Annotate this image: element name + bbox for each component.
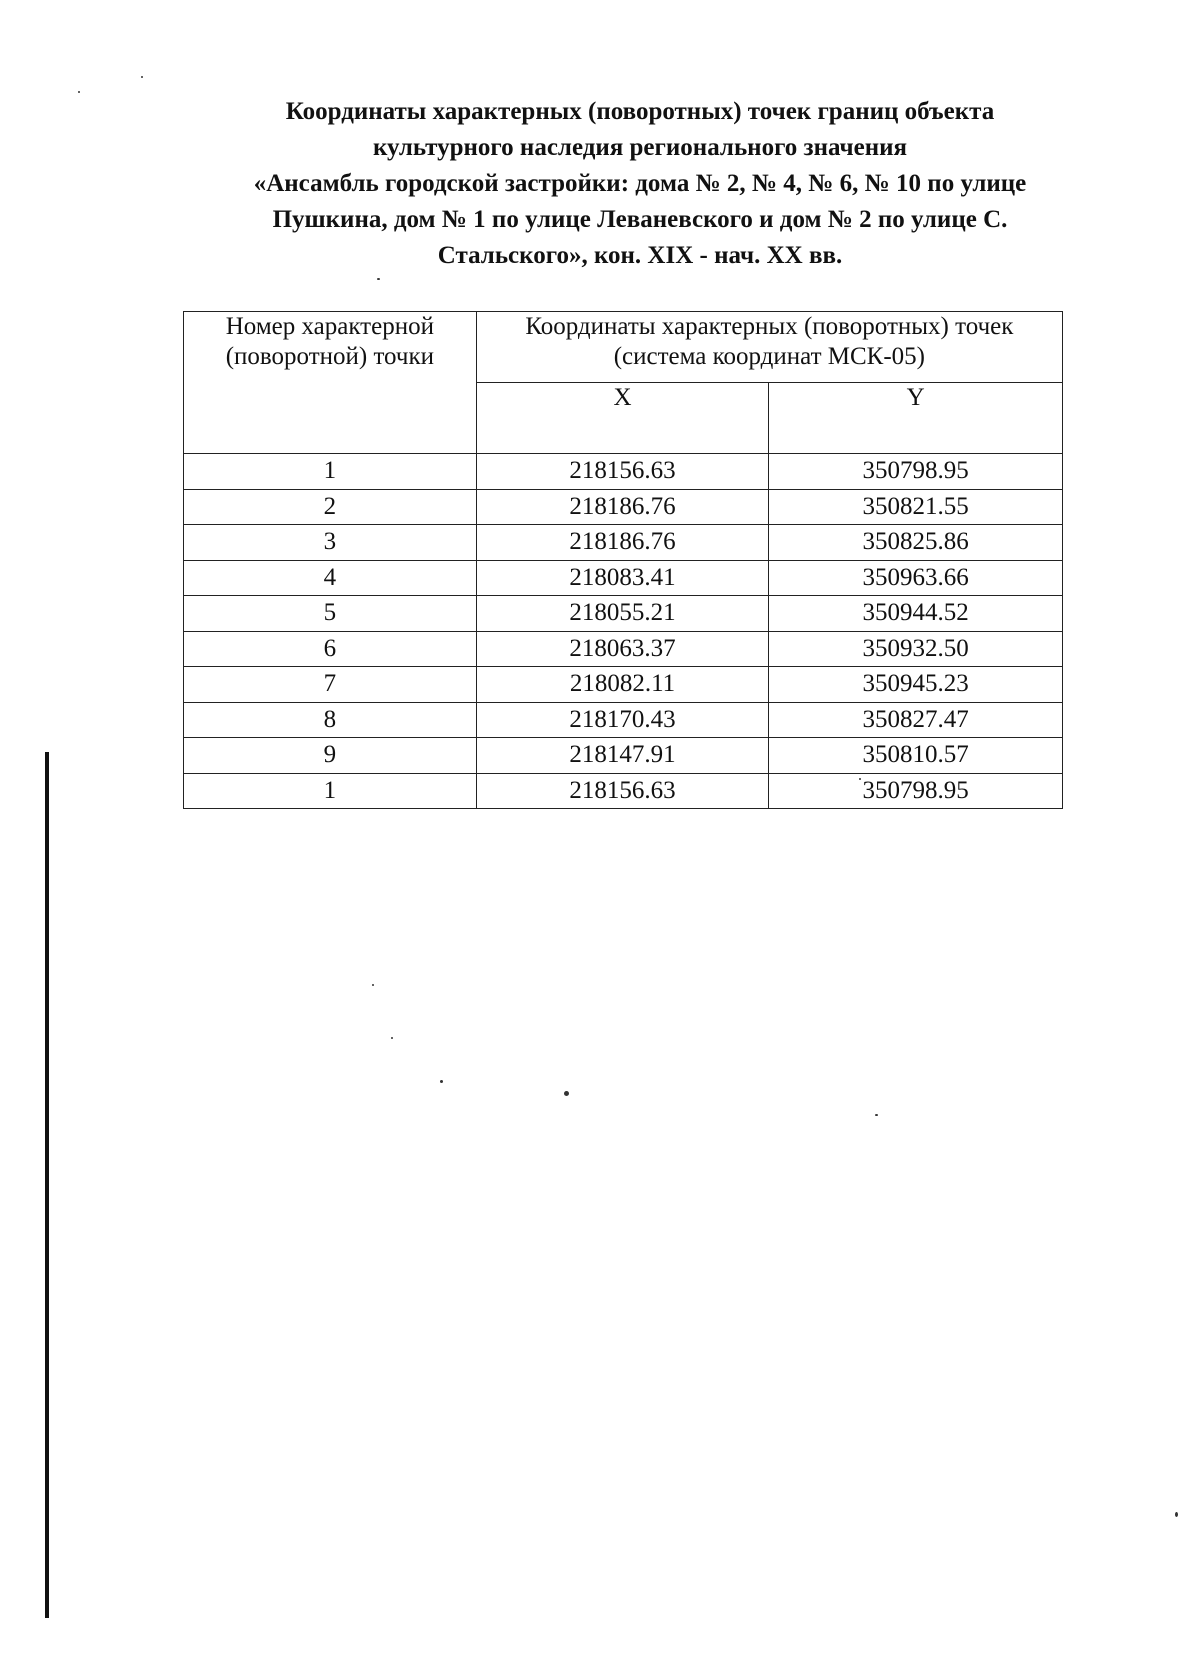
cell-y: 350963.66 — [769, 560, 1063, 596]
cell-y: 350932.50 — [769, 631, 1063, 667]
table-row — [184, 631, 1063, 667]
coordinates-table — [183, 311, 1063, 809]
cell-x: 218170.43 — [476, 702, 769, 738]
cell-point: 1 — [184, 773, 477, 809]
table-row — [184, 667, 1063, 703]
header-coords-line: Координаты характерных (поворотных) точек — [525, 313, 1014, 340]
title-line: Стальского», кон. XIX - нач. XX вв. — [437, 242, 843, 269]
title-line: Пушкина, дом № 1 по улице Леваневского и дом № 2 по улице С. — [272, 206, 1008, 233]
scan-speck — [440, 1080, 443, 1083]
scan-speck — [1175, 1512, 1178, 1517]
cell-x: 218186.76 — [476, 489, 769, 525]
cell-y: 350821.55 — [769, 489, 1063, 525]
header-coords-line: (система координат МСК-05) — [613, 343, 925, 370]
cell-y: 350825.86 — [769, 525, 1063, 561]
cell-x: 218082.11 — [476, 667, 769, 703]
cell-x: 218186.76 — [476, 525, 769, 561]
document-title — [160, 94, 1120, 274]
scan-edge-line — [45, 752, 49, 1618]
scan-speck — [564, 1091, 569, 1096]
header-coordinates — [476, 312, 1062, 383]
cell-x: 218055.21 — [476, 596, 769, 632]
header-x: X — [476, 383, 769, 454]
cell-point: 5 — [184, 596, 477, 632]
table-row — [184, 560, 1063, 596]
table-row — [184, 596, 1063, 632]
cell-x: 218156.63 — [476, 454, 769, 490]
scan-speck — [859, 778, 861, 780]
cell-point: 7 — [184, 667, 477, 703]
header-y: Y — [769, 383, 1063, 454]
table-row — [184, 489, 1063, 525]
cell-y: 350810.57 — [769, 738, 1063, 774]
scan-speck — [391, 1037, 393, 1039]
cell-x: 218063.37 — [476, 631, 769, 667]
cell-x: 218147.91 — [476, 738, 769, 774]
cell-y: 350798.95 — [769, 773, 1063, 809]
cell-y: 350945.23 — [769, 667, 1063, 703]
cell-point: 1 — [184, 454, 477, 490]
cell-y: 350944.52 — [769, 596, 1063, 632]
header-point-line: Номер характерной — [225, 313, 434, 340]
cell-y: 350827.47 — [769, 702, 1063, 738]
title-line: Координаты характерных (поворотных) точек границ объекта — [285, 98, 995, 125]
cell-y: 350798.95 — [769, 454, 1063, 490]
table-row — [184, 773, 1063, 809]
scan-speck — [377, 278, 380, 280]
cell-point: 9 — [184, 738, 477, 774]
cell-point: 4 — [184, 560, 477, 596]
table-header-row — [184, 312, 1063, 383]
table-row — [184, 738, 1063, 774]
scan-speck — [875, 1114, 878, 1116]
header-point-line: (поворотной) точки — [225, 343, 435, 370]
scan-speck — [372, 984, 374, 986]
table-row — [184, 525, 1063, 561]
table-row — [184, 454, 1063, 490]
cell-x: 218156.63 — [476, 773, 769, 809]
scan-speck — [78, 91, 80, 93]
title-line: «Ансамбль городской застройки: дома № 2, № 4, № 6, № 10 по улице — [253, 170, 1027, 197]
header-point-number — [184, 312, 477, 454]
title-line: культурного наследия регионального значения — [372, 134, 908, 161]
table-row — [184, 702, 1063, 738]
cell-point: 8 — [184, 702, 477, 738]
cell-point: 2 — [184, 489, 477, 525]
cell-point: 3 — [184, 525, 477, 561]
cell-point: 6 — [184, 631, 477, 667]
scan-speck — [141, 76, 143, 78]
cell-x: 218083.41 — [476, 560, 769, 596]
